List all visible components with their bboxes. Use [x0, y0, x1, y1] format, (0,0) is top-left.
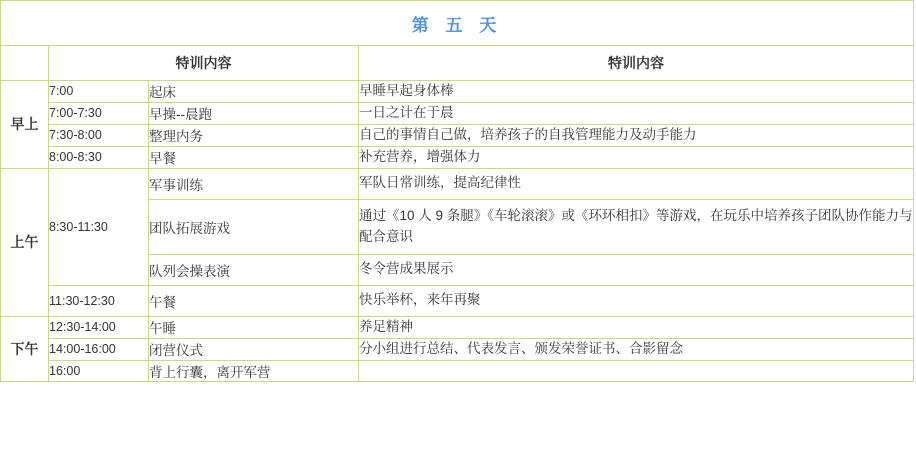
row-desc	[359, 360, 914, 381]
period-label-afternoon: 下午	[1, 316, 49, 381]
row-desc: 快乐举杯，来年再聚	[359, 285, 914, 316]
row-desc: 军队日常训练，提高纪律性	[359, 168, 914, 199]
row-activity: 午睡	[149, 316, 359, 338]
row-activity: 队列会操表演	[149, 254, 359, 285]
title-row	[1, 1, 914, 46]
row-desc: 自己的事情自己做，培养孩子的自我管理能力及动手能力	[359, 124, 914, 146]
row-time: 12:30-14:00	[49, 316, 149, 338]
row-time: 7:00-7:30	[49, 102, 149, 124]
row-desc: 冬令营成果展示	[359, 254, 914, 285]
row-activity: 背上行囊，离开军营	[149, 360, 359, 381]
table-row	[1, 102, 914, 124]
row-activity: 早餐	[149, 146, 359, 168]
period-label-morning: 早上	[1, 81, 49, 169]
row-activity: 军事训练	[149, 168, 359, 199]
header-row	[1, 46, 914, 81]
row-desc: 补充营养，增强体力	[359, 146, 914, 168]
row-time: 8:00-8:30	[49, 146, 149, 168]
row-time: 14:00-16:00	[49, 338, 149, 360]
row-activity: 团队拓展游戏	[149, 199, 359, 254]
table-row	[1, 316, 914, 338]
table-row	[1, 338, 914, 360]
row-time-group: 8:30-11:30	[49, 168, 149, 285]
table-row	[1, 81, 914, 103]
row-time: 11:30-12:30	[49, 285, 149, 316]
row-desc: 早睡早起身体棒	[359, 81, 914, 103]
row-activity: 起床	[149, 81, 359, 103]
table-row	[1, 285, 914, 316]
page-title: 第 五 天	[1, 1, 914, 46]
row-time: 7:30-8:00	[49, 124, 149, 146]
row-activity: 午餐	[149, 285, 359, 316]
table-row	[1, 360, 914, 381]
row-desc: 分小组进行总结、代表发言、颁发荣誉证书、合影留念	[359, 338, 914, 360]
row-activity: 整理内务	[149, 124, 359, 146]
table-row	[1, 146, 914, 168]
table-row	[1, 168, 914, 199]
row-activity: 早操--晨跑	[149, 102, 359, 124]
row-activity: 闭营仪式	[149, 338, 359, 360]
header-blank	[1, 46, 49, 81]
row-desc: 一日之计在于晨	[359, 102, 914, 124]
period-label-forenoon: 上午	[1, 168, 49, 316]
row-time: 7:00	[49, 81, 149, 103]
row-desc: 通过《10 人 9 条腿》《车轮滚滚》或《环环相扣》等游戏，在玩乐中培养孩子团队协作能力与配合意识	[359, 199, 914, 254]
row-time: 16:00	[49, 360, 149, 381]
table-row	[1, 124, 914, 146]
row-desc: 养足精神	[359, 316, 914, 338]
header-col-right: 特训内容	[359, 46, 914, 81]
header-col-left: 特训内容	[49, 46, 359, 81]
